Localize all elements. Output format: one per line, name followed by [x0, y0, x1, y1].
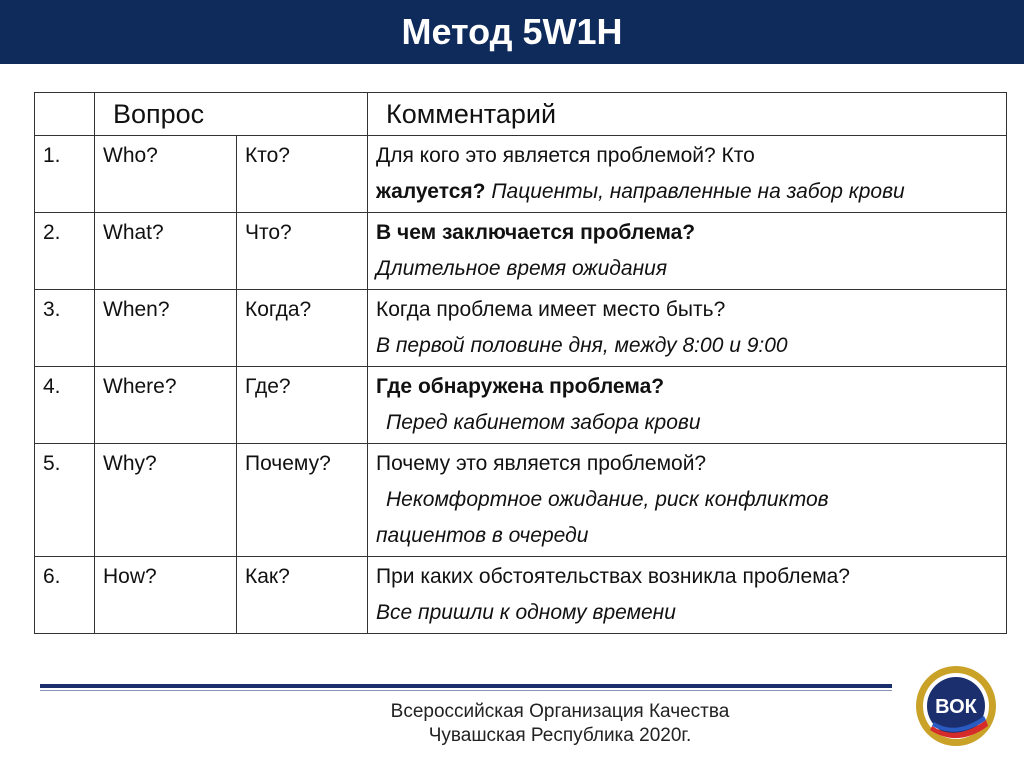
- row-comment-question-bold: жалуется?: [376, 180, 486, 203]
- row-num: 1.: [35, 136, 95, 213]
- footer-line-1: Всероссийская Организация Качества: [390, 701, 730, 722]
- row-num: 5.: [35, 444, 95, 557]
- table-row: [35, 367, 1007, 444]
- row-comment-answer: В первой половине дня, между 8:00 и 9:00: [376, 334, 788, 357]
- row-comment-answer: Все пришли к одному времени: [376, 601, 676, 624]
- table-row: [35, 444, 1007, 557]
- row-comment-question: Где обнаружена проблема?: [376, 375, 665, 398]
- row-comment: [368, 136, 1007, 213]
- row-question-ru: Что?: [237, 213, 368, 290]
- row-comment-answer: Пациенты, направленные на забор крови: [491, 180, 905, 203]
- footer-line-2: Чувашская Республика 2020г.: [428, 725, 692, 746]
- row-question-en: Where?: [95, 367, 237, 444]
- header-comment: Комментарий: [368, 93, 1007, 136]
- row-question-ru: Где?: [237, 367, 368, 444]
- row-comment-question: Когда проблема имеет место быть?: [376, 298, 726, 321]
- 5w1h-table: [34, 92, 1007, 634]
- row-comment-question: Почему это является проблемой?: [376, 452, 707, 475]
- row-num: 2.: [35, 213, 95, 290]
- row-question-ru: Кто?: [237, 136, 368, 213]
- footer-divider: [40, 684, 892, 688]
- row-question-ru: Как?: [237, 557, 368, 634]
- row-comment: [368, 367, 1007, 444]
- row-question-en: Who?: [95, 136, 237, 213]
- table-row: [35, 557, 1007, 634]
- row-question-ru: Почему?: [237, 444, 368, 557]
- row-comment-question: В чем заключается проблема?: [376, 221, 696, 244]
- row-num: 3.: [35, 290, 95, 367]
- row-comment: [368, 444, 1007, 557]
- vok-logo-icon: [914, 664, 998, 748]
- row-comment-question: Для кого это является проблемой? Кто: [376, 144, 755, 167]
- table-header-row: [35, 93, 1007, 136]
- row-question-en: When?: [95, 290, 237, 367]
- row-num: 6.: [35, 557, 95, 634]
- row-comment-answer: Длительное время ожидания: [376, 257, 668, 280]
- row-comment-question: При каких обстоятельствах возникла проблема?: [376, 565, 850, 588]
- header-num-cell: [35, 93, 95, 136]
- table-row: [35, 136, 1007, 213]
- row-comment-answer: Некомфортное ожидание, риск конфликтов: [386, 488, 829, 511]
- row-num: 4.: [35, 367, 95, 444]
- footer-divider-thin: [40, 690, 892, 691]
- row-comment: [368, 557, 1007, 634]
- table-row: [35, 290, 1007, 367]
- table-row: [35, 213, 1007, 290]
- row-comment: [368, 290, 1007, 367]
- page-title: Метод 5W1H: [401, 11, 623, 52]
- header-blank-cell: [237, 93, 368, 136]
- row-comment-answer: Перед кабинетом забора крови: [386, 411, 701, 434]
- row-question-en: Why?: [95, 444, 237, 557]
- footer-organization: [360, 700, 760, 748]
- title-bar: [0, 0, 1024, 64]
- row-comment: [368, 213, 1007, 290]
- row-comment-answer-cont: пациентов в очереди: [376, 524, 589, 547]
- logo-text: ВОК: [935, 696, 977, 718]
- row-question-en: How?: [95, 557, 237, 634]
- row-question-ru: Когда?: [237, 290, 368, 367]
- header-question: Вопрос: [95, 93, 237, 136]
- row-question-en: What?: [95, 213, 237, 290]
